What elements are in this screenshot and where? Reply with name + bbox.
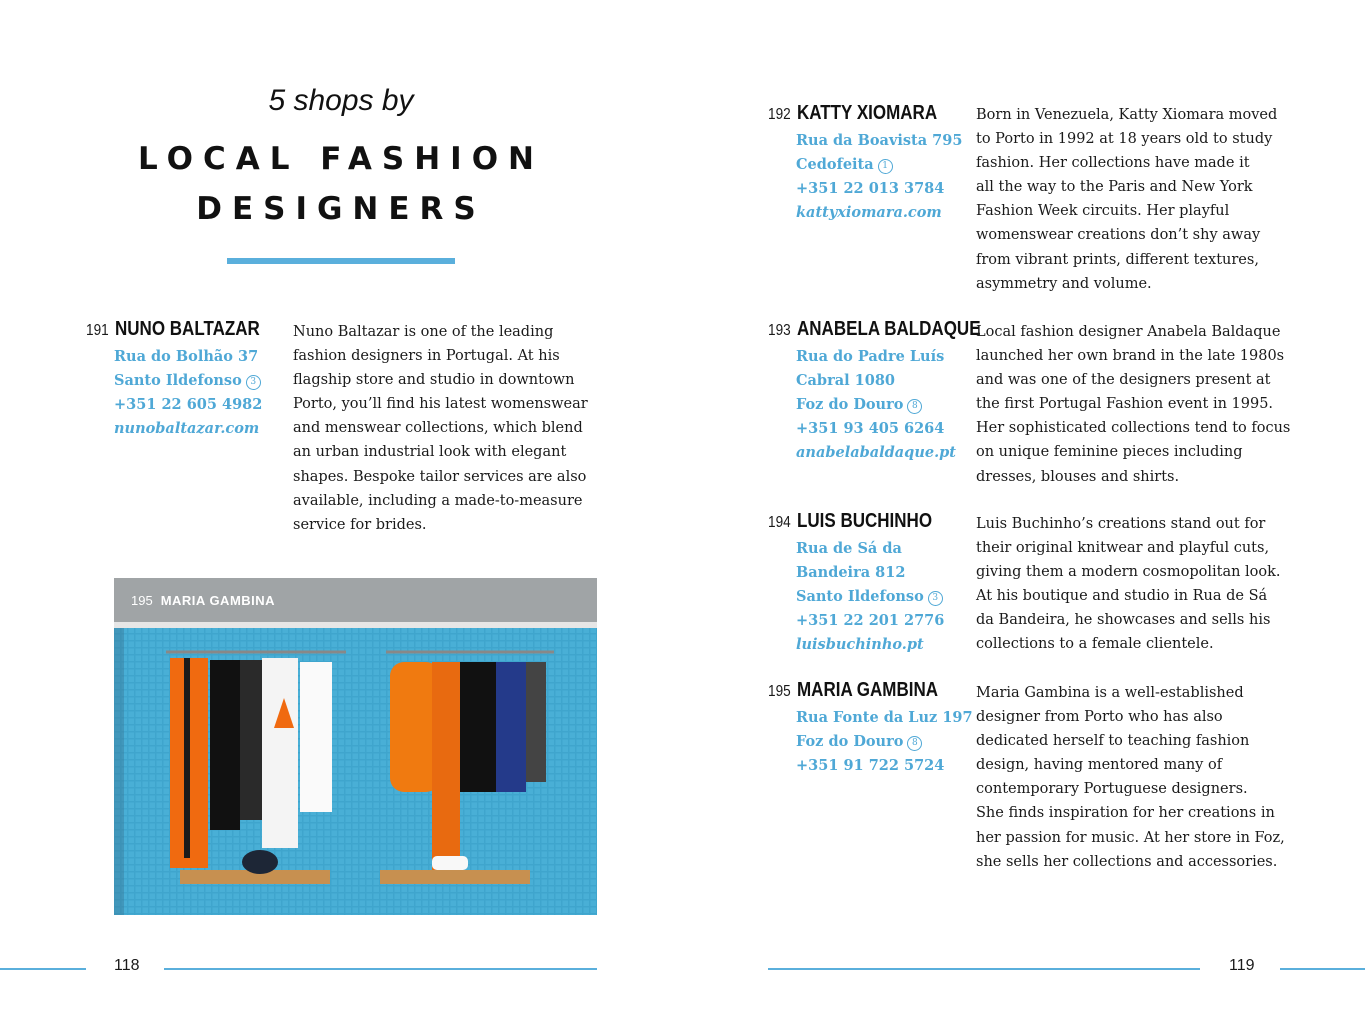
description-line: da Bandeira, he showcases and sells his: [976, 612, 1271, 629]
description-line: designer from Porto who has also: [976, 709, 1223, 726]
description-line: shapes. Bespoke tailor services are also: [293, 468, 587, 485]
shop-name: ANABELA BALDAQUE: [797, 318, 981, 340]
shop-entry-195: [768, 679, 973, 778]
description-line: dresses, blouses and shirts.: [976, 468, 1180, 485]
description-line: on unique feminine pieces including: [976, 444, 1243, 461]
footer-rule-left: [0, 968, 86, 970]
description-line: all the way to the Paris and New York: [976, 179, 1253, 196]
description-line: Maria Gambina is a well-established: [976, 685, 1244, 701]
shop-website-link[interactable]: kattyxiomara.com: [796, 204, 942, 221]
photo-caption: [114, 578, 597, 622]
description-line: available, including a made-to-measure: [293, 492, 583, 509]
page-number-right: 119: [1229, 957, 1255, 974]
description-line: launched her own brand in the late 1980s: [976, 348, 1285, 365]
shop-name: KATTY XIOMARA: [797, 102, 938, 124]
title-line-2: DESIGNERS: [196, 191, 486, 227]
description-line: fashion. Her collections have made it: [976, 155, 1250, 172]
shop-description-191: [293, 320, 588, 537]
description-line: At his boutique and studio in Rua de Sá: [976, 588, 1268, 605]
shop-website-link[interactable]: nunobaltazar.com: [114, 420, 260, 437]
shop-phone[interactable]: +351 22 013 3784: [796, 180, 945, 197]
description-line: contemporary Portuguese designers.: [976, 781, 1248, 798]
description-line: and was one of the designers present at: [976, 372, 1271, 389]
description-line: giving them a modern cosmopolitan look.: [976, 564, 1281, 581]
title-divider: [227, 258, 455, 264]
shop-description-194: [976, 512, 1281, 657]
district-marker-icon: 3: [928, 591, 943, 606]
address-line: Rua de Sá da: [796, 540, 902, 557]
description-line: design, having mentored many of: [976, 757, 1223, 774]
address-line: Bandeira 812: [796, 564, 906, 581]
shop-description-192: [976, 103, 1277, 296]
description-line: from vibrant prints, different textures,: [976, 251, 1259, 268]
shop-name: LUIS BUCHINHO: [797, 510, 933, 532]
address-line: Cedofeita: [796, 156, 874, 173]
description-line: dedicated herself to teaching fashion: [976, 733, 1250, 750]
footer-rule-left-long: [164, 968, 597, 970]
shop-address: [796, 537, 956, 657]
store-interior-image: [114, 578, 597, 915]
shop-name: MARIA GAMBINA: [797, 679, 939, 701]
section-subtitle: 5 shops by: [268, 84, 414, 117]
shop-number: 195: [768, 683, 791, 700]
description-line: service for brides.: [293, 516, 427, 533]
description-line: and menswear collections, which blend: [293, 420, 583, 437]
description-line: an urban industrial look with elegant: [293, 444, 567, 461]
address-line: Cabral 1080: [796, 372, 896, 389]
district-marker-icon: 1: [878, 159, 893, 174]
district-marker-icon: 8: [907, 736, 922, 751]
district-marker-icon: 8: [907, 399, 922, 414]
description-line: womenswear creations don’t shy away: [976, 227, 1261, 244]
title-line-1: LOCAL FASHION: [137, 141, 544, 177]
description-line: their original knitwear and playful cuts,: [976, 540, 1270, 557]
footer-rule-right-long: [768, 968, 1200, 970]
address-line: Rua da Boavista 795: [796, 132, 963, 149]
shop-number: 193: [768, 322, 791, 339]
shop-phone[interactable]: +351 93 405 6264: [796, 420, 945, 437]
address-line: Santo Ildefonso: [796, 588, 924, 605]
description-line: asymmetry and volume.: [976, 275, 1152, 292]
address-line: Rua Fonte da Luz 197: [796, 709, 973, 726]
shop-website-link[interactable]: luisbuchinho.pt: [796, 636, 924, 653]
description-line: Luis Buchinho’s creations stand out for: [976, 516, 1266, 532]
shop-phone[interactable]: +351 22 605 4982: [114, 396, 263, 413]
description-line: Born in Venezuela, Katty Xiomara moved: [976, 107, 1278, 123]
description-line: the first Portugal Fashion event in 1995.: [976, 396, 1274, 413]
section-title: [120, 134, 562, 234]
address-line: Santo Ildefonso: [114, 372, 242, 389]
footer-rule-right: [1280, 968, 1365, 970]
district-marker-icon: 3: [246, 375, 261, 390]
photo-caption-title: MARIA GAMBINA: [160, 592, 276, 608]
description-line: Fashion Week circuits. Her playful: [976, 203, 1230, 220]
photo-caption-number: 195: [131, 592, 153, 608]
shop-address: [796, 129, 962, 225]
description-line: her passion for music. At her store in Foz,: [976, 829, 1285, 846]
address-line: Rua do Bolhão 37: [114, 348, 259, 365]
shop-entry-191: [86, 318, 285, 441]
shop-name: NUNO BALTAZAR: [115, 318, 260, 340]
shop-address: [796, 706, 973, 778]
description-line: She finds inspiration for her creations in: [976, 805, 1275, 822]
description-line: to Porto in 1992 at 18 years old to study: [976, 131, 1273, 148]
page-number-left: 118: [114, 957, 140, 974]
shop-number: 192: [768, 106, 791, 123]
description-line: fashion designers in Portugal. At his: [293, 348, 560, 365]
shop-address: [114, 345, 285, 441]
description-line: Local fashion designer Anabela Baldaque: [976, 324, 1281, 340]
address-line: Foz do Douro: [796, 396, 904, 413]
shop-entry-194: [768, 510, 956, 657]
shop-phone[interactable]: +351 91 722 5724: [796, 757, 945, 774]
shop-number: 191: [86, 322, 109, 339]
description-line: flagship store and studio in downtown: [293, 372, 575, 389]
address-line: Foz do Douro: [796, 733, 904, 750]
shop-phone[interactable]: +351 22 201 2776: [796, 612, 945, 629]
shop-entry-192: [768, 102, 962, 225]
shop-number: 194: [768, 514, 791, 531]
shop-description-193: [976, 320, 1290, 489]
shop-description-195: [976, 681, 1285, 874]
description-line: collections to a female clientele.: [976, 636, 1214, 653]
description-line: Porto, you’ll find his latest womenswear: [293, 396, 588, 413]
shop-photo: [114, 578, 597, 915]
description-line: she sells her collections and accessories.: [976, 853, 1278, 870]
address-line: Rua do Padre Luís: [796, 348, 945, 365]
description-line: Nuno Baltazar is one of the leading: [293, 324, 554, 340]
shop-website-link[interactable]: anabelabaldaque.pt: [796, 444, 956, 461]
description-line: Her sophisticated collections tend to focus: [976, 420, 1291, 437]
